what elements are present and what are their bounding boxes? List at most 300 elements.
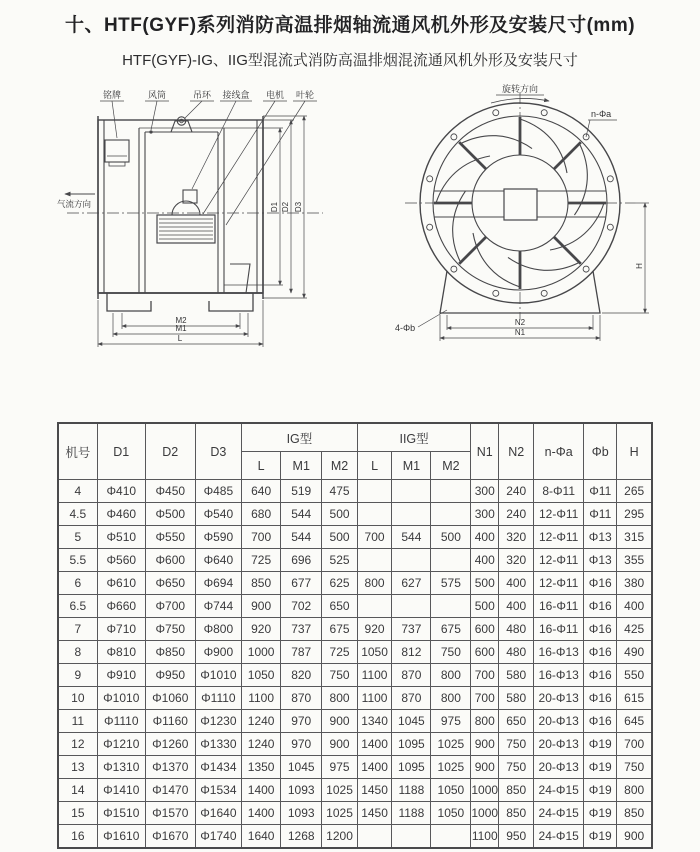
lifting-ring	[171, 117, 192, 132]
table-cell: 850	[617, 802, 652, 825]
table-cell: Φ810	[97, 641, 145, 664]
col-header-d2: D2	[145, 423, 195, 480]
table-cell: 20-Φ13	[534, 710, 584, 733]
callout-nameplate: 铭牌	[102, 90, 122, 100]
dim-label-n1: N1	[514, 328, 526, 337]
table-cell: 475	[322, 480, 358, 503]
table-cell: Φ1510	[97, 802, 145, 825]
foot-holes-label: 4-Φb	[395, 323, 416, 333]
col-subheader-iig-m2: M2	[431, 452, 471, 480]
page-title: 十、HTF(GYF)系列消防高温排烟轴流通风机外形及安装尺寸(mm)	[64, 15, 636, 36]
table-cell: Φ1060	[145, 687, 195, 710]
table-cell: 500	[471, 595, 499, 618]
table-row	[58, 480, 652, 503]
table-cell	[392, 825, 431, 849]
table-cell: 1400	[357, 733, 391, 756]
table-cell: 544	[392, 526, 431, 549]
table-cell: 12-Φ11	[534, 526, 584, 549]
callout-duct: 风筒	[147, 90, 167, 100]
table-cell: Φ700	[145, 595, 195, 618]
table-cell: 320	[499, 549, 534, 572]
table-cell: 737	[392, 618, 431, 641]
table-cell: 240	[499, 503, 534, 526]
table-cell	[357, 549, 391, 572]
table-cell: 11	[58, 710, 97, 733]
table-cell: 975	[322, 756, 358, 779]
motor	[157, 215, 215, 243]
table-cell: 677	[281, 572, 322, 595]
table-cell: 750	[431, 641, 471, 664]
table-cell: Φ910	[97, 664, 145, 687]
table-cell: 1188	[392, 802, 431, 825]
table-cell: 900	[242, 595, 281, 618]
table-row	[58, 802, 652, 825]
table-cell: 7	[58, 618, 97, 641]
hub-center-box	[504, 189, 537, 220]
table-cell: Φ1210	[97, 733, 145, 756]
table-cell: 490	[617, 641, 652, 664]
table-row	[58, 756, 652, 779]
table-cell: 1100	[242, 687, 281, 710]
table-cell: 8-Φ11	[534, 480, 584, 503]
table-cell: Φ850	[145, 641, 195, 664]
table-cell: 1025	[431, 756, 471, 779]
table-cell: 1095	[392, 733, 431, 756]
table-cell: 12-Φ11	[534, 503, 584, 526]
table-cell: 480	[499, 641, 534, 664]
table-cell: Φ16	[584, 710, 617, 733]
table-row	[58, 779, 652, 802]
table-cell: 627	[392, 572, 431, 595]
table-cell: 519	[281, 480, 322, 503]
table-cell: Φ1370	[145, 756, 195, 779]
table-row	[58, 825, 652, 849]
table-cell: 787	[281, 641, 322, 664]
table-cell: 1025	[322, 802, 358, 825]
table-cell: 640	[242, 480, 281, 503]
table-cell: Φ16	[584, 595, 617, 618]
table-cell: Φ540	[195, 503, 241, 526]
table-cell: Φ694	[195, 572, 241, 595]
table-cell: 970	[281, 733, 322, 756]
table-cell: Φ1470	[145, 779, 195, 802]
table-cell: 725	[242, 549, 281, 572]
table-cell: 1400	[242, 779, 281, 802]
table-cell: 1093	[281, 802, 322, 825]
table-cell: Φ1160	[145, 710, 195, 733]
table-cell: 1400	[242, 802, 281, 825]
table-cell: 1188	[392, 779, 431, 802]
col-header-n1: N1	[471, 423, 499, 480]
table-cell: Φ1110	[97, 710, 145, 733]
nameplate	[105, 140, 129, 166]
table-cell: 6	[58, 572, 97, 595]
table-cell: 725	[322, 641, 358, 664]
table-row	[58, 549, 652, 572]
table-cell: Φ16	[584, 572, 617, 595]
callout-junction-box: 接线盒	[222, 90, 250, 100]
table-cell: 975	[431, 710, 471, 733]
table-cell: 1450	[357, 779, 391, 802]
dimension-table	[57, 422, 653, 849]
table-cell: 1340	[357, 710, 391, 733]
table-cell: 544	[281, 503, 322, 526]
table-cell: 702	[281, 595, 322, 618]
table-cell: 1100	[471, 825, 499, 849]
table-cell: 380	[617, 572, 652, 595]
table-cell: 800	[322, 687, 358, 710]
dim-label-d1: D1	[270, 201, 279, 213]
callout-impeller: 叶轮	[295, 90, 315, 100]
table-row	[58, 641, 652, 664]
col-header-d3: D3	[195, 423, 241, 480]
table-cell: 850	[499, 779, 534, 802]
table-cell: Φ11	[584, 480, 617, 503]
table-cell: 5.5	[58, 549, 97, 572]
table-cell: 400	[617, 595, 652, 618]
table-cell: Φ600	[145, 549, 195, 572]
col-group-iig: IIG型	[357, 423, 470, 452]
table-cell: 870	[392, 664, 431, 687]
table-cell	[392, 595, 431, 618]
table-cell: 1050	[431, 779, 471, 802]
table-cell: 425	[617, 618, 652, 641]
table-cell: 1050	[431, 802, 471, 825]
col-header-b: Φb	[584, 423, 617, 480]
table-cell: 680	[242, 503, 281, 526]
table-cell: 575	[431, 572, 471, 595]
table-cell: 950	[499, 825, 534, 849]
table-cell: Φ1110	[195, 687, 241, 710]
table-cell: 1045	[392, 710, 431, 733]
table-cell: 1640	[242, 825, 281, 849]
table-cell: Φ510	[97, 526, 145, 549]
col-subheader-ig-m1: M1	[281, 452, 322, 480]
table-cell: 6.5	[58, 595, 97, 618]
table-cell: Φ19	[584, 756, 617, 779]
col-header-d1: D1	[97, 423, 145, 480]
table-cell: 1240	[242, 733, 281, 756]
table-cell: 525	[322, 549, 358, 572]
table-cell: 1240	[242, 710, 281, 733]
table-cell: 675	[431, 618, 471, 641]
table-cell: 12	[58, 733, 97, 756]
table-row	[58, 503, 652, 526]
table-cell: 16-Φ13	[534, 664, 584, 687]
table-cell: 16-Φ11	[534, 595, 584, 618]
table-cell: 480	[499, 618, 534, 641]
table-cell: 580	[499, 687, 534, 710]
fan-casing	[98, 120, 263, 293]
table-cell: 600	[471, 641, 499, 664]
table-cell: 265	[617, 480, 652, 503]
table-cell: Φ460	[97, 503, 145, 526]
table-cell: 812	[392, 641, 431, 664]
table-cell: 400	[499, 595, 534, 618]
table-cell: 12-Φ11	[534, 572, 584, 595]
table-cell: 1000	[242, 641, 281, 664]
table-cell: 750	[322, 664, 358, 687]
table-row	[58, 687, 652, 710]
table-cell	[431, 825, 471, 849]
dim-label-n2: N2	[514, 318, 526, 327]
table-cell: Φ16	[584, 664, 617, 687]
table-cell: 1025	[431, 733, 471, 756]
table-cell	[392, 503, 431, 526]
mounting-foot	[209, 293, 253, 311]
table-cell: 700	[617, 733, 652, 756]
col-header-na: n-Φa	[534, 423, 584, 480]
airflow-direction-label: 气流方向	[57, 199, 92, 209]
table-cell: 5	[58, 526, 97, 549]
table-cell	[357, 503, 391, 526]
support-leg	[230, 264, 250, 293]
table-cell: 400	[499, 572, 534, 595]
table-cell: 20-Φ13	[534, 687, 584, 710]
table-cell: 1050	[242, 664, 281, 687]
table-row	[58, 595, 652, 618]
table-cell: Φ560	[97, 549, 145, 572]
table-cell: Φ1610	[97, 825, 145, 849]
table-cell: 1400	[357, 756, 391, 779]
table-cell: 14	[58, 779, 97, 802]
table-cell: Φ650	[145, 572, 195, 595]
table-cell: Φ1010	[195, 664, 241, 687]
table-cell: 820	[281, 664, 322, 687]
table-cell: 315	[617, 526, 652, 549]
table-cell: Φ1310	[97, 756, 145, 779]
table-cell: Φ1330	[195, 733, 241, 756]
table-cell: 16-Φ13	[534, 641, 584, 664]
table-cell: 1450	[357, 802, 391, 825]
table-cell: Φ590	[195, 526, 241, 549]
table-cell: Φ1570	[145, 802, 195, 825]
table-cell: 13	[58, 756, 97, 779]
table-cell: Φ1230	[195, 710, 241, 733]
table-cell: 870	[281, 687, 322, 710]
table-cell: 1100	[357, 687, 391, 710]
table-cell: 500	[322, 526, 358, 549]
dim-label-d3: D3	[294, 201, 303, 213]
table-cell: 700	[357, 526, 391, 549]
dim-label-l: L	[177, 334, 183, 343]
table-cell: 870	[392, 687, 431, 710]
table-cell	[431, 503, 471, 526]
table-cell: 850	[242, 572, 281, 595]
table-cell: Φ19	[584, 779, 617, 802]
table-cell: Φ750	[145, 618, 195, 641]
table-cell	[357, 595, 391, 618]
spec-table-body	[58, 480, 652, 849]
table-cell: 544	[281, 526, 322, 549]
table-cell: 900	[617, 825, 652, 849]
table-cell: 920	[357, 618, 391, 641]
table-cell: 20-Φ13	[534, 733, 584, 756]
col-header-h: H	[617, 423, 652, 480]
col-subheader-iig-l: L	[357, 452, 391, 480]
table-cell: 1095	[392, 756, 431, 779]
table-cell: 1093	[281, 779, 322, 802]
table-cell: Φ500	[145, 503, 195, 526]
table-cell: Φ1670	[145, 825, 195, 849]
table-cell: 750	[499, 756, 534, 779]
table-cell: Φ1260	[145, 733, 195, 756]
table-cell: 550	[617, 664, 652, 687]
table-cell: 1045	[281, 756, 322, 779]
table-cell: 1200	[322, 825, 358, 849]
table-cell: 600	[471, 618, 499, 641]
side-view-drawing	[55, 80, 390, 370]
table-cell: 750	[499, 733, 534, 756]
table-cell	[357, 480, 391, 503]
table-cell	[431, 549, 471, 572]
table-cell: Φ1534	[195, 779, 241, 802]
table-cell: 1050	[357, 641, 391, 664]
table-cell: 1000	[471, 779, 499, 802]
table-cell: 700	[471, 664, 499, 687]
table-cell: 500	[431, 526, 471, 549]
col-header-model: 机号	[58, 423, 97, 480]
table-cell: 625	[322, 572, 358, 595]
table-row	[58, 733, 652, 756]
table-cell	[431, 480, 471, 503]
table-cell: 696	[281, 549, 322, 572]
table-cell: 355	[617, 549, 652, 572]
table-cell: 15	[58, 802, 97, 825]
table-cell: 1100	[357, 664, 391, 687]
table-cell: 900	[471, 733, 499, 756]
table-cell: Φ710	[97, 618, 145, 641]
table-cell: Φ13	[584, 549, 617, 572]
table-cell: 1025	[322, 779, 358, 802]
table-cell: 580	[499, 664, 534, 687]
table-cell: Φ640	[195, 549, 241, 572]
table-cell: Φ1740	[195, 825, 241, 849]
table-cell: 700	[471, 687, 499, 710]
table-cell: 500	[471, 572, 499, 595]
table-cell: 24-Φ15	[534, 779, 584, 802]
table-cell: Φ1410	[97, 779, 145, 802]
table-cell: 10	[58, 687, 97, 710]
table-cell: Φ660	[97, 595, 145, 618]
rotation-direction-label: 旋转方向	[501, 84, 539, 94]
table-cell	[431, 595, 471, 618]
table-cell: 650	[322, 595, 358, 618]
table-cell: Φ610	[97, 572, 145, 595]
dim-label-h: H	[635, 263, 644, 269]
table-cell: 800	[471, 710, 499, 733]
table-cell: Φ1640	[195, 802, 241, 825]
table-cell: Φ410	[97, 480, 145, 503]
callout-motor: 电机	[265, 90, 285, 100]
dim-label-m2: M2	[175, 316, 187, 325]
col-subheader-iig-m1: M1	[392, 452, 431, 480]
table-cell: 900	[471, 756, 499, 779]
table-cell: 240	[499, 480, 534, 503]
table-cell: 300	[471, 480, 499, 503]
table-cell: 800	[617, 779, 652, 802]
table-cell: Φ16	[584, 687, 617, 710]
table-cell: 750	[617, 756, 652, 779]
col-group-ig: IG型	[242, 423, 358, 452]
table-row	[58, 572, 652, 595]
table-cell: Φ485	[195, 480, 241, 503]
table-cell: 615	[617, 687, 652, 710]
table-cell: Φ16	[584, 618, 617, 641]
table-cell: Φ550	[145, 526, 195, 549]
table-cell: Φ19	[584, 825, 617, 849]
table-cell: 850	[499, 802, 534, 825]
table-cell: 900	[322, 733, 358, 756]
table-cell: 300	[471, 503, 499, 526]
table-cell: 320	[499, 526, 534, 549]
table-cell: 16-Φ11	[534, 618, 584, 641]
table-cell: 295	[617, 503, 652, 526]
table-cell: 400	[471, 549, 499, 572]
dim-label-m1: M1	[175, 324, 187, 333]
table-cell: 12-Φ11	[534, 549, 584, 572]
table-cell: 24-Φ15	[534, 802, 584, 825]
table-cell: Φ450	[145, 480, 195, 503]
table-cell: Φ19	[584, 733, 617, 756]
table-cell: 800	[431, 687, 471, 710]
table-cell	[357, 825, 391, 849]
table-row	[58, 618, 652, 641]
table-cell: 800	[357, 572, 391, 595]
table-cell: Φ11	[584, 503, 617, 526]
flange-holes-label: n-Φa	[591, 109, 612, 119]
table-row	[58, 710, 652, 733]
mounting-foot	[107, 293, 151, 311]
table-row	[58, 664, 652, 687]
table-cell: 650	[499, 710, 534, 733]
table-cell	[392, 549, 431, 572]
table-cell: 1000	[471, 802, 499, 825]
table-cell	[392, 480, 431, 503]
table-cell: 20-Φ13	[534, 756, 584, 779]
dim-label-d2: D2	[281, 201, 290, 213]
table-cell: 737	[281, 618, 322, 641]
table-cell: 500	[322, 503, 358, 526]
front-view-drawing	[393, 80, 695, 370]
table-cell: Φ950	[145, 664, 195, 687]
table-cell: Φ16	[584, 641, 617, 664]
table-cell: Φ13	[584, 526, 617, 549]
table-row	[58, 526, 652, 549]
table-cell: Φ19	[584, 802, 617, 825]
table-cell: 1268	[281, 825, 322, 849]
col-header-n2: N2	[499, 423, 534, 480]
table-cell: 800	[431, 664, 471, 687]
table-cell: 8	[58, 641, 97, 664]
col-subheader-ig-l: L	[242, 452, 281, 480]
table-cell: Φ900	[195, 641, 241, 664]
table-cell: 4	[58, 480, 97, 503]
table-cell: 900	[322, 710, 358, 733]
table-cell: 920	[242, 618, 281, 641]
table-cell: 24-Φ15	[534, 825, 584, 849]
table-cell: 9	[58, 664, 97, 687]
callout-lifting-ring: 吊环	[192, 90, 212, 100]
table-cell: 400	[471, 526, 499, 549]
table-cell: 16	[58, 825, 97, 849]
table-cell: 675	[322, 618, 358, 641]
table-cell: 970	[281, 710, 322, 733]
table-cell: 645	[617, 710, 652, 733]
table-cell: Φ744	[195, 595, 241, 618]
table-cell: Φ800	[195, 618, 241, 641]
table-cell: 1350	[242, 756, 281, 779]
